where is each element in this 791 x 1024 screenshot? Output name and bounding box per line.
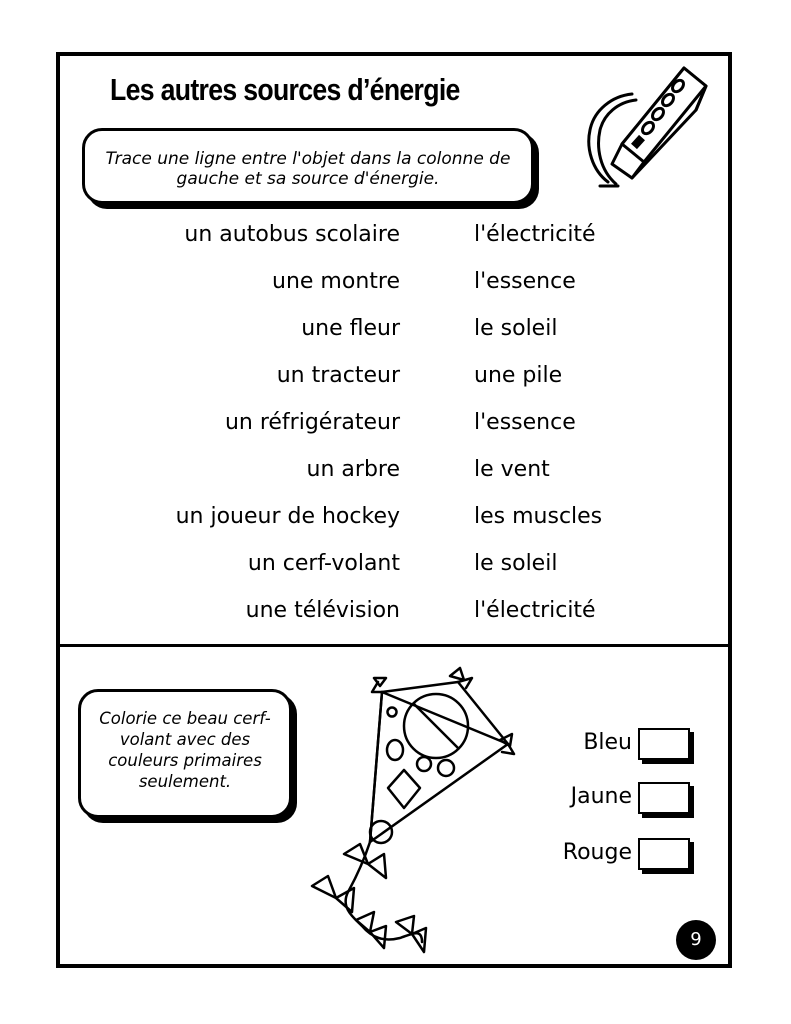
instruction-bubble-bottom: Colorie ce beau cerf-volant avec des couleurs primaires seulement.: [78, 689, 292, 818]
page-title: Les autres sources d’énergie: [110, 72, 460, 107]
color-option-row: [540, 728, 700, 768]
color-label: Rouge: [562, 840, 632, 865]
section-divider: [56, 644, 732, 647]
source-label[interactable]: les muscles: [474, 504, 603, 529]
color-box-jaune[interactable]: [638, 782, 690, 814]
source-label[interactable]: le vent: [474, 457, 550, 482]
color-option-row: [540, 782, 700, 822]
matching-row: [0, 410, 791, 440]
source-label[interactable]: une pile: [474, 363, 563, 388]
source-label[interactable]: le soleil: [474, 551, 558, 576]
object-label[interactable]: une fleur: [301, 316, 400, 341]
matching-row: [0, 457, 791, 487]
matching-row: [0, 316, 791, 346]
source-label[interactable]: le soleil: [474, 316, 558, 341]
color-label: Bleu: [583, 730, 632, 755]
page-number: 9: [676, 920, 716, 960]
matching-row: [0, 222, 791, 252]
object-label[interactable]: un autobus scolaire: [184, 222, 400, 247]
source-label[interactable]: l'essence: [474, 269, 576, 294]
object-label[interactable]: un cerf-volant: [247, 551, 400, 576]
source-label[interactable]: l'essence: [474, 410, 576, 435]
matching-row: [0, 504, 791, 534]
object-label[interactable]: une télévision: [245, 598, 400, 623]
instruction-bubble-top: Trace une ligne entre l'objet dans la colonne de gauche et sa source d'énergie.: [82, 128, 534, 204]
color-option-row: [540, 838, 700, 878]
matching-row: [0, 551, 791, 581]
matching-row: [0, 269, 791, 299]
source-label[interactable]: l'électricité: [474, 222, 596, 247]
matching-row: [0, 598, 791, 628]
object-label[interactable]: une montre: [272, 269, 400, 294]
kite-illustration[interactable]: [300, 664, 530, 964]
power-strip-icon: [572, 60, 712, 190]
source-label[interactable]: l'électricité: [474, 598, 596, 623]
object-label[interactable]: un joueur de hockey: [175, 504, 400, 529]
color-box-bleu[interactable]: [638, 728, 690, 760]
color-box-rouge[interactable]: [638, 838, 690, 870]
object-label[interactable]: un arbre: [306, 457, 400, 482]
color-label: Jaune: [570, 784, 632, 809]
matching-row: [0, 363, 791, 393]
object-label[interactable]: un réfrigérateur: [224, 410, 400, 435]
object-label[interactable]: un tracteur: [276, 363, 400, 388]
